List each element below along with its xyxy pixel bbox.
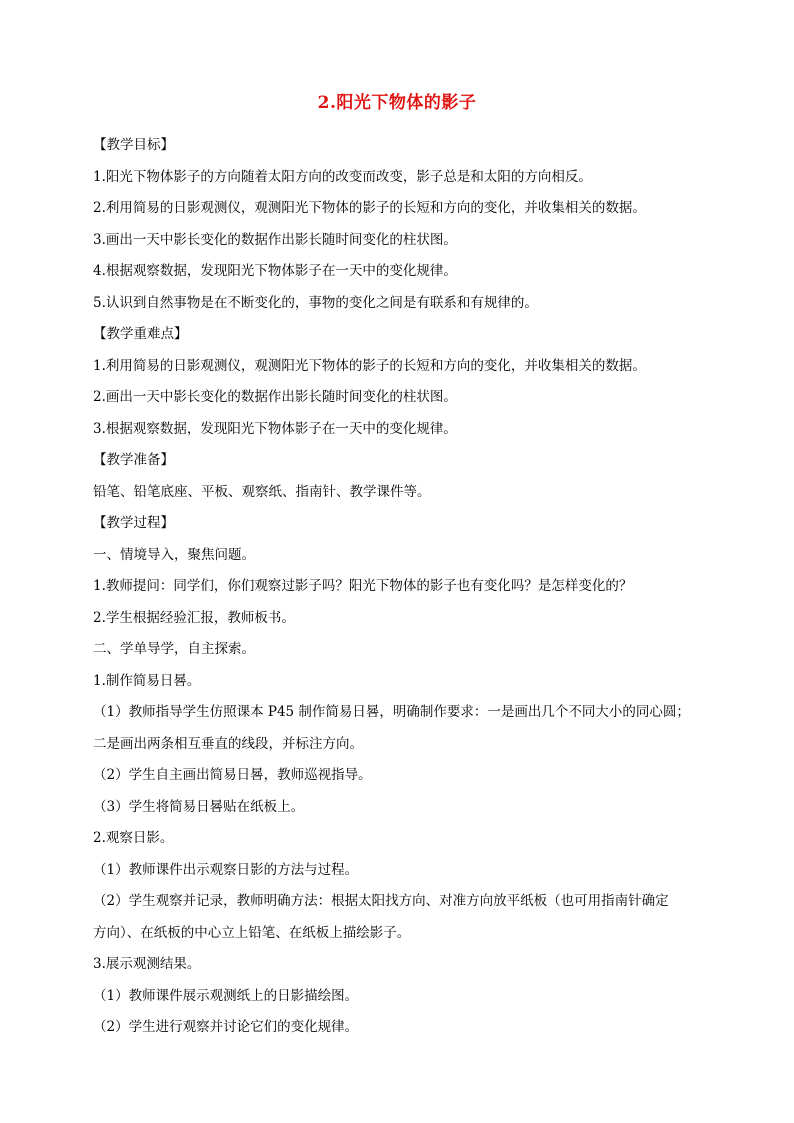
document-title: 2.阳光下物体的影子 [317, 93, 477, 113]
process-item: （2）学生进行观察并讨论它们的变化规律。 [93, 1019, 359, 1035]
section-heading-key-points: 【教学重难点】 [93, 326, 188, 342]
process-item: （1）教师课件展示观测纸上的日影描绘图。 [93, 987, 359, 1004]
process-item: 方向）、在纸板的中心立上铅笔、在纸板上描绘影子。 [93, 924, 411, 941]
key-point-item: 2.画出一天中影长变化的数据作出影长随时间变化的柱状图。 [93, 389, 457, 405]
process-item: （2）学生自主画出简易日晷，教师巡视指导。 [93, 767, 372, 783]
section-heading-preparation: 【教学准备】 [93, 452, 174, 468]
preparation-item: 铅笔、铅笔底座、平板、观察纸、指南针、教学课件等。 [93, 483, 431, 500]
section-heading-objectives: 【教学目标】 [93, 137, 174, 153]
process-item: 2.学生根据经验汇报，教师板书。 [93, 609, 295, 626]
objective-item: 5.认识到自然事物是在不断变化的，事物的变化之间是有联系和有规律的。 [93, 294, 538, 311]
process-item: 一、情境导入，聚焦问题。 [93, 546, 255, 563]
objective-item: 3.画出一天中影长变化的数据作出影长随时间变化的柱状图。 [93, 231, 457, 248]
process-item: 3.展示观测结果。 [93, 956, 201, 972]
key-point-item: 3.根据观察数据，发现阳光下物体影子在一天中的变化规律。 [93, 420, 457, 437]
objective-item: 1.阳光下物体影子的方向随着太阳方向的改变而改变，影子总是和太阳的方向相反。 [93, 168, 592, 185]
objective-item: 2.利用简易的日影观测仪，观测阳光下物体的影子的长短和方向的变化，并收集相关的数据。 [93, 200, 646, 216]
section-heading-process: 【教学过程】 [93, 515, 174, 531]
process-item: 1.制作简易日晷。 [93, 672, 201, 689]
objective-item: 4.根据观察数据，发现阳光下物体影子在一天中的变化规律。 [93, 263, 457, 279]
process-item: （2）学生观察并记录，教师明确方法：根据太阳找方向、对准方向放平纸板（也可用指南针确定 [93, 893, 669, 909]
process-item: （3）学生将简易日晷贴在纸板上。 [93, 798, 305, 815]
document-body [93, 130, 711, 1044]
process-item: （1）教师指导学生仿照课本 P45 制作简易日晷，明确制作要求：一是画出几个不同大小的同心圆； [93, 704, 690, 720]
key-point-item: 1.利用简易的日影观测仪，观测阳光下物体的影子的长短和方向的变化，并收集相关的数据。 [93, 357, 646, 374]
process-item: 2.观察日影。 [93, 830, 174, 846]
process-item: 二是画出两条相互垂直的线段，并标注方向。 [93, 735, 363, 752]
process-item: 二、学单导学，自主探索。 [93, 641, 255, 657]
process-item: 1.教师提问：同学们，你们观察过影子吗？阳光下物体的影子也有变化吗？是怎样变化的？ [93, 578, 633, 594]
process-item: （1）教师课件出示观察日影的方法与过程。 [93, 861, 359, 878]
